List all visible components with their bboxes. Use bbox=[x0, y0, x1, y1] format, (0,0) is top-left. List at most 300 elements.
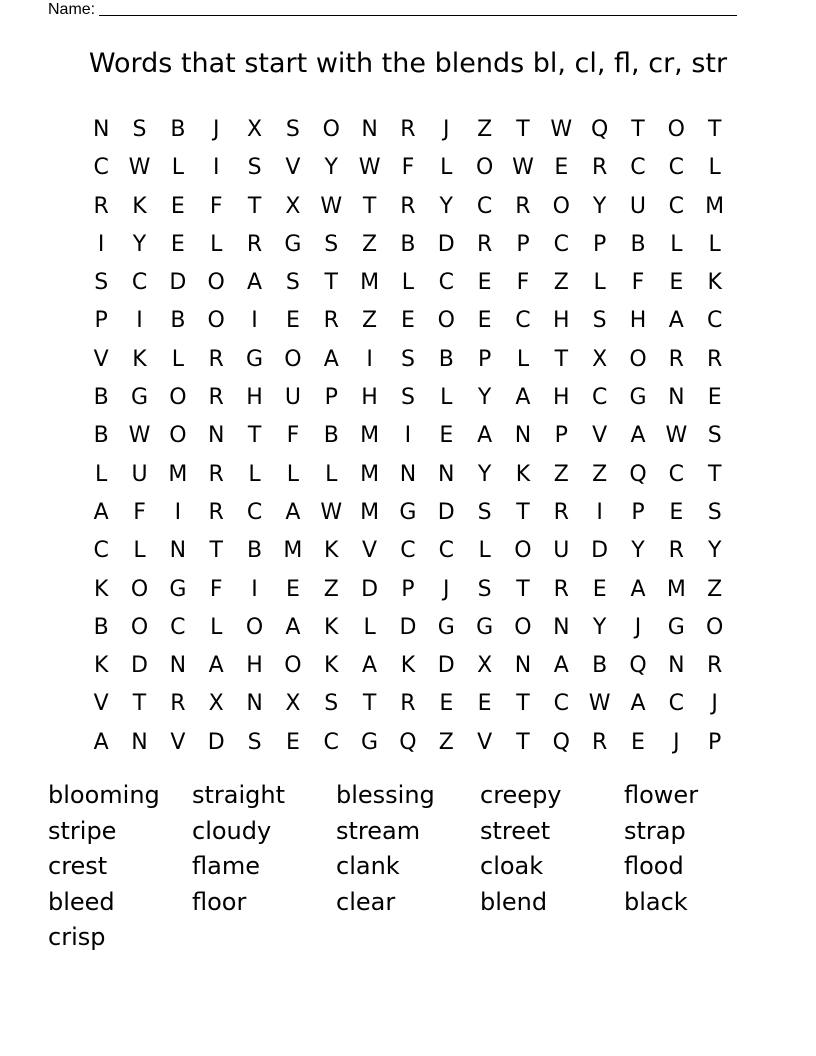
grid-letter: V bbox=[170, 729, 186, 755]
grid-letter: R bbox=[208, 346, 224, 372]
grid-letter: F bbox=[631, 270, 645, 296]
grid-letter: Z bbox=[438, 729, 454, 755]
grid-letter: C bbox=[400, 538, 416, 564]
grid-letter: P bbox=[631, 499, 645, 525]
grid-letter: D bbox=[591, 538, 609, 564]
grid-letter: U bbox=[131, 461, 148, 487]
grid-letter: L bbox=[133, 538, 146, 564]
grid-letter: J bbox=[443, 576, 450, 602]
grid-row bbox=[82, 456, 734, 494]
grid-letter: O bbox=[130, 614, 149, 640]
grid-letter: A bbox=[477, 423, 493, 449]
grid-letter: G bbox=[130, 385, 149, 411]
grid-letter: E bbox=[170, 193, 185, 219]
grid-letter: E bbox=[477, 691, 492, 717]
grid-letter: Q bbox=[552, 729, 570, 755]
grid-letter: L bbox=[440, 385, 453, 411]
grid-letter: J bbox=[443, 117, 450, 142]
grid-letter: Y bbox=[707, 538, 722, 564]
grid-letter: R bbox=[400, 193, 416, 219]
grid-letter: I bbox=[251, 576, 258, 602]
grid-letter: I bbox=[404, 423, 412, 449]
grid-letter: R bbox=[208, 385, 224, 411]
grid-letter: E bbox=[669, 270, 684, 296]
grid-letter: P bbox=[593, 231, 607, 257]
grid-letter: W bbox=[588, 691, 611, 717]
grid-row bbox=[82, 226, 734, 264]
grid-letter: L bbox=[708, 155, 721, 181]
grid-letter: T bbox=[247, 193, 262, 219]
grid-letter: C bbox=[553, 231, 569, 257]
grid-letter: L bbox=[248, 461, 261, 487]
grid-letter: Z bbox=[553, 461, 569, 487]
grid-letter: E bbox=[631, 729, 645, 755]
grid-letter: G bbox=[169, 576, 187, 602]
word-list bbox=[48, 778, 768, 956]
word-list-item: crisp bbox=[48, 923, 106, 951]
grid-letter: U bbox=[629, 193, 647, 219]
grid-letter: O bbox=[284, 653, 302, 679]
grid-letter: L bbox=[440, 155, 453, 181]
grid-letter: T bbox=[554, 346, 569, 372]
grid-letter: E bbox=[285, 308, 300, 334]
grid-letter: F bbox=[516, 270, 530, 296]
grid-letter: P bbox=[324, 385, 338, 411]
grid-letter: T bbox=[132, 691, 147, 717]
grid-letter: Y bbox=[631, 538, 645, 564]
grid-letter: R bbox=[208, 461, 224, 487]
grid-letter: M bbox=[360, 499, 380, 525]
grid-letter: E bbox=[707, 385, 722, 411]
grid-letter: V bbox=[362, 538, 378, 564]
grid-letter: C bbox=[630, 155, 646, 181]
grid-letter: H bbox=[246, 385, 263, 411]
grid-letter: K bbox=[515, 461, 531, 487]
grid-letter: E bbox=[285, 729, 300, 755]
grid-letter: L bbox=[171, 346, 184, 372]
grid-letter: O bbox=[169, 423, 187, 449]
grid-letter: R bbox=[208, 499, 224, 525]
grid-letter: X bbox=[247, 117, 263, 142]
grid-letter: W bbox=[320, 499, 343, 525]
word-list-item: flood bbox=[624, 852, 684, 880]
grid-letter: K bbox=[324, 614, 339, 640]
grid-letter: R bbox=[591, 155, 608, 181]
grid-letter: B bbox=[323, 423, 339, 449]
grid-letter: Z bbox=[707, 576, 723, 602]
grid-letter: T bbox=[516, 729, 530, 755]
grid-letter: H bbox=[629, 308, 647, 334]
grid-letter: R bbox=[170, 691, 186, 717]
word-list-item: clank bbox=[336, 852, 400, 880]
grid-letter: S bbox=[247, 155, 262, 181]
grid-letter: A bbox=[630, 576, 646, 602]
grid-letter: O bbox=[437, 308, 455, 334]
grid-letter: S bbox=[94, 270, 109, 296]
grid-letter: T bbox=[247, 423, 262, 449]
grid-letter: X bbox=[285, 193, 301, 219]
word-list-item: blend bbox=[480, 887, 548, 916]
grid-letter: I bbox=[97, 231, 105, 257]
grid-letter: Y bbox=[324, 155, 338, 181]
grid-letter: Z bbox=[592, 461, 608, 487]
grid-letter: B bbox=[400, 231, 416, 257]
grid-letter: W bbox=[358, 155, 381, 181]
grid-letter: S bbox=[707, 423, 722, 449]
grid-letter: N bbox=[438, 461, 455, 487]
grid-letter: P bbox=[401, 576, 415, 602]
grid-letter: A bbox=[247, 270, 263, 296]
grid-letter: L bbox=[593, 270, 606, 296]
grid-row bbox=[82, 188, 734, 226]
grid-letter: L bbox=[286, 461, 300, 487]
grid-letter: X bbox=[285, 691, 301, 717]
grid-letter: R bbox=[591, 729, 608, 755]
grid-row bbox=[82, 609, 734, 647]
grid-letter: Q bbox=[629, 461, 647, 487]
grid-letter: T bbox=[516, 499, 530, 525]
grid-letter: W bbox=[128, 423, 151, 449]
grid-row bbox=[82, 264, 734, 302]
grid-letter: R bbox=[668, 538, 684, 564]
grid-letter: C bbox=[246, 499, 263, 525]
grid-letter: K bbox=[93, 653, 109, 679]
grid-letter: C bbox=[668, 193, 685, 219]
grid-letter: J bbox=[634, 614, 642, 640]
grid-letter: N bbox=[169, 653, 187, 679]
grid-letter: Z bbox=[323, 576, 339, 602]
grid-row bbox=[82, 417, 734, 455]
grid-letter: P bbox=[477, 346, 492, 372]
grid-letter: R bbox=[668, 346, 684, 372]
grid-letter: O bbox=[130, 576, 149, 602]
grid-letter: O bbox=[245, 614, 264, 640]
grid-letter: M bbox=[666, 576, 686, 602]
grid-letter: L bbox=[210, 231, 223, 257]
grid-letter: V bbox=[477, 729, 493, 755]
grid-letter: W bbox=[320, 193, 343, 219]
grid-letter: S bbox=[400, 385, 415, 411]
grid-letter: C bbox=[553, 691, 569, 717]
grid-letter: W bbox=[128, 155, 151, 181]
grid-letter: I bbox=[174, 499, 182, 525]
grid-letter: C bbox=[438, 538, 454, 564]
grid-letter: O bbox=[207, 308, 225, 334]
grid-letter: G bbox=[629, 385, 647, 411]
grid-letter: T bbox=[516, 691, 530, 717]
grid-letter: T bbox=[362, 193, 377, 219]
grid-letter: S bbox=[247, 729, 262, 755]
grid-letter: D bbox=[437, 231, 455, 257]
grid-letter: C bbox=[476, 193, 493, 219]
grid-letter: Q bbox=[629, 653, 647, 679]
grid-letter: P bbox=[708, 729, 722, 755]
grid-row bbox=[82, 724, 734, 762]
grid-letter: R bbox=[707, 346, 723, 372]
grid-letter: E bbox=[669, 499, 684, 525]
grid-letter: T bbox=[516, 117, 530, 142]
grid-letter: N bbox=[668, 385, 685, 411]
grid-letter: N bbox=[514, 653, 532, 679]
grid-letter: F bbox=[133, 499, 146, 525]
grid-row bbox=[82, 302, 734, 340]
grid-letter: T bbox=[209, 538, 223, 564]
grid-letter: W bbox=[550, 117, 573, 142]
grid-letter: E bbox=[285, 576, 300, 602]
word-list-item: crest bbox=[48, 852, 108, 880]
grid-letter: I bbox=[596, 499, 603, 525]
word-list-item: strap bbox=[624, 816, 686, 845]
grid-letter: L bbox=[210, 614, 223, 640]
grid-letter: O bbox=[475, 155, 494, 181]
grid-letter: R bbox=[246, 231, 263, 257]
grid-letter: T bbox=[631, 117, 645, 142]
grid-letter: G bbox=[437, 614, 455, 640]
grid-letter: J bbox=[212, 117, 220, 142]
word-list-item: cloudy bbox=[192, 816, 272, 845]
grid-letter: Z bbox=[477, 117, 493, 142]
grid-letter: F bbox=[209, 193, 223, 219]
word-list-item: straight bbox=[192, 781, 286, 809]
grid-letter: C bbox=[131, 270, 148, 296]
grid-letter: I bbox=[212, 155, 220, 181]
grid-letter: H bbox=[361, 385, 378, 411]
grid-letter: R bbox=[400, 691, 416, 717]
grid-letter: K bbox=[132, 193, 147, 219]
grid-letter: C bbox=[591, 385, 608, 411]
grid-letter: G bbox=[667, 614, 685, 640]
grid-letter: F bbox=[209, 576, 223, 602]
grid-letter: Q bbox=[590, 117, 609, 142]
grid-letter: Z bbox=[553, 270, 569, 296]
grid-letter: E bbox=[170, 231, 185, 257]
grid-letter: L bbox=[670, 231, 683, 257]
grid-letter: C bbox=[170, 614, 186, 640]
grid-letter: A bbox=[515, 385, 531, 411]
grid-letter: G bbox=[361, 729, 379, 755]
word-list-item: stripe bbox=[48, 816, 117, 845]
grid-letter: N bbox=[514, 423, 532, 449]
word-list-item: street bbox=[480, 816, 551, 845]
grid-letter: U bbox=[553, 538, 570, 564]
grid-letter: K bbox=[707, 270, 722, 296]
grid-letter: E bbox=[554, 155, 569, 181]
grid-letter: W bbox=[665, 423, 688, 449]
grid-letter: O bbox=[514, 614, 532, 640]
grid-letter: S bbox=[477, 499, 492, 525]
grid-letter: B bbox=[93, 614, 109, 640]
grid-letter: E bbox=[439, 423, 454, 449]
grid-row bbox=[82, 532, 734, 570]
grid-letter: S bbox=[400, 346, 415, 372]
word-list-item: stream bbox=[336, 816, 421, 845]
word-list-item: black bbox=[624, 887, 688, 916]
grid-letter: M bbox=[360, 461, 380, 487]
grid-letter: O bbox=[322, 117, 340, 142]
grid-letter: C bbox=[438, 270, 454, 296]
grid-letter: D bbox=[437, 653, 455, 679]
grid-letter: L bbox=[325, 461, 338, 487]
grid-letter: R bbox=[93, 193, 109, 219]
grid-letter: J bbox=[673, 729, 680, 755]
grid-letter: N bbox=[246, 691, 263, 717]
grid-letter: S bbox=[592, 308, 607, 334]
grid-letter: Y bbox=[477, 461, 492, 487]
word-list-item: creepy bbox=[480, 781, 562, 809]
grid-letter: N bbox=[668, 653, 685, 679]
grid-letter: Y bbox=[592, 614, 607, 640]
grid-letter: L bbox=[708, 231, 721, 257]
grid-letter: C bbox=[668, 691, 685, 717]
grid-letter: R bbox=[707, 653, 723, 679]
name-label: Name: bbox=[48, 1, 96, 18]
grid-letter: Q bbox=[399, 729, 417, 755]
grid-letter: G bbox=[246, 346, 264, 372]
grid-letter: I bbox=[366, 346, 373, 372]
grid-letter: A bbox=[630, 691, 646, 717]
grid-letter: H bbox=[246, 653, 263, 679]
grid-letter: E bbox=[439, 691, 454, 717]
grid-letter: A bbox=[93, 499, 109, 525]
grid-letter: N bbox=[361, 117, 378, 142]
word-list-item: flower bbox=[624, 781, 699, 809]
grid-letter: C bbox=[323, 729, 339, 755]
grid-row bbox=[82, 149, 734, 187]
grid-letter: Z bbox=[362, 231, 378, 257]
grid-letter: E bbox=[400, 308, 415, 334]
grid-letter: A bbox=[323, 346, 339, 372]
grid-letter: S bbox=[324, 231, 339, 257]
grid-letter: O bbox=[552, 193, 570, 219]
grid-letter: L bbox=[478, 538, 491, 564]
grid-letter: B bbox=[438, 346, 454, 372]
grid-letter: M bbox=[705, 193, 725, 219]
grid-letter: M bbox=[168, 461, 188, 487]
word-list-item: flame bbox=[192, 852, 260, 880]
grid-letter: K bbox=[132, 346, 147, 372]
page-title: Words that start with the blends bl, cl, fl, cr, str bbox=[88, 48, 728, 79]
grid-letter: O bbox=[284, 346, 302, 372]
grid-letter: B bbox=[170, 117, 186, 142]
grid-letter: T bbox=[362, 691, 377, 717]
grid-letter: E bbox=[592, 576, 607, 602]
grid-letter: T bbox=[516, 576, 530, 602]
grid-letter: C bbox=[668, 155, 685, 181]
grid-row bbox=[82, 494, 734, 532]
grid-letter: G bbox=[399, 499, 417, 525]
grid-letter: L bbox=[95, 461, 108, 487]
grid-letter: O bbox=[169, 385, 187, 411]
grid-letter: R bbox=[553, 499, 569, 525]
grid-letter: T bbox=[707, 461, 722, 487]
grid-letter: C bbox=[668, 461, 685, 487]
grid-row bbox=[82, 647, 734, 685]
grid-letter: C bbox=[706, 308, 723, 334]
grid-letter: U bbox=[284, 385, 301, 411]
grid-letter: R bbox=[515, 193, 531, 219]
grid-letter: N bbox=[131, 729, 148, 755]
grid-letter: Y bbox=[592, 193, 607, 219]
grid-letter: G bbox=[284, 231, 302, 257]
grid-letter: K bbox=[324, 653, 339, 679]
grid-letter: Y bbox=[132, 231, 147, 257]
grid-letter: A bbox=[630, 423, 646, 449]
grid-letter: O bbox=[706, 614, 724, 640]
grid-letter: F bbox=[286, 423, 300, 449]
grid-letter: O bbox=[207, 270, 225, 296]
grid-letter: E bbox=[477, 308, 492, 334]
grid-letter: C bbox=[515, 308, 531, 334]
grid-letter: R bbox=[476, 231, 493, 257]
grid-letter: N bbox=[92, 117, 110, 142]
grid-letter: O bbox=[629, 346, 647, 372]
grid-letter: P bbox=[516, 231, 530, 257]
grid-letter: N bbox=[399, 461, 417, 487]
grid-letter: L bbox=[516, 346, 530, 372]
grid-row bbox=[82, 685, 734, 723]
grid-letter: W bbox=[512, 155, 534, 181]
grid-letter: L bbox=[171, 155, 184, 181]
grid-letter: Y bbox=[477, 385, 492, 411]
grid-letter: D bbox=[207, 729, 225, 755]
grid-letter: A bbox=[93, 729, 109, 755]
word-list-item: clear bbox=[336, 887, 396, 916]
grid-letter: O bbox=[514, 538, 532, 564]
grid-letter: C bbox=[93, 155, 109, 181]
grid-letter: S bbox=[477, 576, 492, 602]
grid-letter: S bbox=[285, 117, 300, 142]
grid-letter: D bbox=[437, 499, 455, 525]
grid-letter: S bbox=[707, 499, 722, 525]
grid-letter: N bbox=[553, 614, 570, 640]
grid-letter: Y bbox=[439, 193, 453, 219]
grid-letter: D bbox=[361, 576, 379, 602]
grid-letter: M bbox=[283, 538, 303, 564]
grid-letter: F bbox=[401, 155, 415, 181]
grid-letter: R bbox=[400, 117, 416, 142]
grid-letter: D bbox=[131, 653, 148, 679]
grid-letter: M bbox=[360, 270, 380, 296]
grid-letter: M bbox=[360, 423, 380, 449]
grid-letter: B bbox=[93, 423, 109, 449]
grid-letter: R bbox=[323, 308, 339, 334]
grid-letter: B bbox=[247, 538, 263, 564]
grid-letter: T bbox=[324, 270, 338, 296]
grid-letter: I bbox=[136, 308, 143, 334]
grid-row bbox=[82, 379, 734, 417]
grid-letter: K bbox=[400, 653, 416, 679]
grid-letter: A bbox=[553, 653, 569, 679]
grid-letter: G bbox=[476, 614, 494, 640]
grid-letter: L bbox=[401, 270, 415, 296]
grid-letter: X bbox=[592, 346, 608, 372]
grid-letter: X bbox=[477, 653, 493, 679]
grid-letter: V bbox=[93, 346, 109, 372]
grid-letter: N bbox=[169, 538, 187, 564]
grid-letter: B bbox=[630, 231, 646, 257]
grid-letter: Z bbox=[362, 308, 378, 334]
grid-letter: S bbox=[324, 691, 339, 717]
word-list-item: cloak bbox=[480, 852, 544, 880]
grid-letter: H bbox=[553, 385, 570, 411]
grid-letter: R bbox=[553, 576, 569, 602]
grid-letter: A bbox=[668, 308, 684, 334]
grid-letter: V bbox=[592, 423, 608, 449]
name-field bbox=[48, 0, 737, 20]
grid-letter: N bbox=[207, 423, 225, 449]
grid-letter: A bbox=[208, 653, 224, 679]
grid-letter: H bbox=[553, 308, 570, 334]
